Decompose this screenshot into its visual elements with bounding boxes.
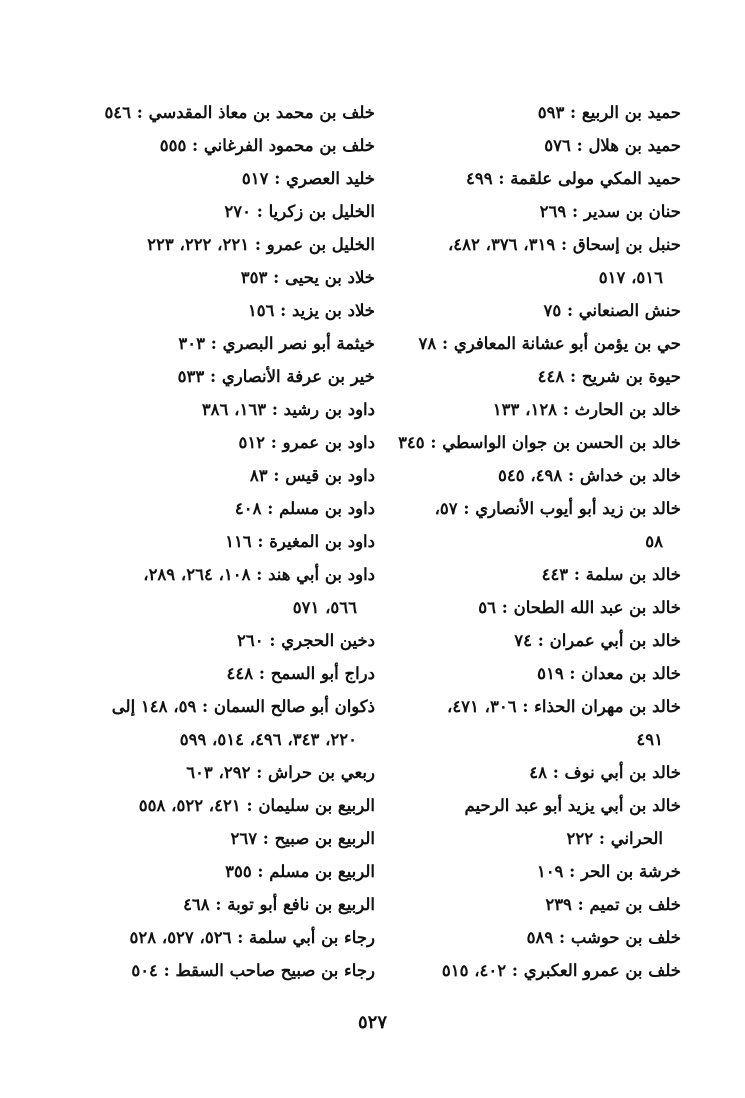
entry-pages: ٥٩٣ [537,103,565,122]
entry-pages: ٥٦ [478,598,496,617]
index-entry [381,492,681,558]
entry-pages: ٤٩٨، ٥٤٥ [497,466,563,485]
entry-continuation: ٢٢٠، ٣٤٣، ٤٩٦، ٥١٤، ٥٩٩ [179,730,357,749]
entry-pages: ٣٠٦، ٤٧١، [446,697,517,716]
entry-name: رجاء بن أبي سلمة [249,928,375,947]
entry-pages: ١٠٩ [536,862,564,881]
index-entry [75,129,375,162]
index-entry [75,393,375,426]
entry-name: خلف بن محمود الفرغاني [203,136,375,155]
entry-separator: : [546,763,565,782]
entry-pages: ٥٣٣ [177,367,205,386]
entry-pages: ١٠٨، ٢٦٤، ٢٨٩، [143,565,251,584]
index-entry [381,756,681,789]
index-entry [381,888,681,921]
entry-name: الخليل بن عمرو [266,235,375,254]
entry-pages: ٥٨٩ [526,928,554,947]
entry-name: داود بن أبي هند [268,565,375,584]
entry-name: حنش الصنعاني [578,301,681,320]
entry-separator: : [555,235,573,254]
entry-pages: ٢٧٠ [224,202,252,221]
index-entry [381,360,681,393]
entry-separator: : [251,862,270,881]
entry-pages: ٤٢١، ٥٢٢، ٥٥٨ [138,796,241,815]
entry-pages: ١٦٣، ٣٨٦ [201,400,267,419]
entry-name: خالد بن الحسن بن جوان الواسطي [442,433,681,452]
index-entry [75,162,375,195]
entry-separator: : [265,433,283,452]
entry-separator: : [274,301,293,320]
entry-pages: ٥٩، ١٤٨ إلى [111,697,197,716]
entry-name: خالد بن زيد أبو أيوب الأنصاري [475,499,681,518]
entry-pages: ٧٨ [418,334,437,353]
entry-separator: : [531,631,550,650]
index-entry [75,657,375,690]
entry-separator: : [424,433,443,452]
entry-separator: : [263,631,282,650]
entry-pages: ٥١٢ [238,433,266,452]
entry-name: حميد المكي مولى علقمة [510,169,681,188]
entry-continuation: ٥٦٦، ٥٧١ [292,598,357,617]
entry-pages: ٣٠٣ [178,334,205,353]
entry-name: ذكوان أبو صالح السمان [213,697,375,716]
entry-separator: : [209,895,228,914]
entry-separator: : [251,202,269,221]
entry-separator: : [257,829,275,848]
entry-name: داود بن عمرو [282,433,375,452]
entry-name: داود بن المغيرة [269,532,375,551]
entry-name: خالد بن سلمة [585,565,681,584]
entry-pages: ٤٤٨ [226,664,254,683]
entry-name: حيوة بن شريح [581,367,681,386]
index-entry [75,360,375,393]
entry-name: رجاء بن صبيح صاحب السقط [175,961,375,980]
index-entry [381,129,681,162]
index-entry [381,393,681,426]
index-entry [75,855,375,888]
page-number: ٥٢٧ [357,1012,387,1033]
entry-separator: : [561,301,579,320]
entry-pages: ١١٦ [225,532,252,551]
entry-name: خرشة بن الحر [581,862,681,881]
entry-name: خليد العصري [286,169,375,188]
entry-continuation: ٥٨ [645,532,663,551]
entry-name: خلاد بن يزيد [292,301,375,320]
index-entry [75,690,375,756]
entry-continuation: ٤٩١ [636,730,663,749]
entry-separator: : [557,400,575,419]
entry-name: الربيع بن سليمان [258,796,375,815]
entry-name: خالد بن أبي نوف [564,763,681,782]
index-entry [75,195,375,228]
index-entry [381,195,681,228]
entry-name: حنان بن سدير [583,202,681,221]
entry-name: داود بن رشيد [283,400,375,419]
entry-name: حي بن يؤمن أبو عشانة المعافري [453,334,681,353]
entry-pages: ٧٤ [514,631,532,650]
entry-separator: : [186,136,204,155]
index-entry [381,657,681,690]
entry-name: خلاد بن يحيى [284,268,375,287]
index-entry [381,162,681,195]
entry-name: خالد بن أبي عمران [549,631,681,650]
entry-pages: ٤٦٨ [183,895,210,914]
entry-separator: : [240,796,259,815]
index-entry [75,228,375,261]
index-entry [75,492,375,525]
entry-separator: : [157,961,176,980]
entry-pages: ٥٧، [434,499,458,518]
entry-name: خالد بن خداش [579,466,681,485]
entry-name: خير بن عرفة الأنصاري [221,367,375,386]
entry-pages: ٣٤٥ [398,433,425,452]
entry-separator: : [563,664,582,683]
index-entry [75,525,375,558]
entry-name: خالد بن الحارث [574,400,681,419]
entry-separator: : [563,862,582,881]
entry-name: الربيع بن صبيح [274,829,375,848]
entry-separator: : [568,565,586,584]
entry-separator: : [251,532,270,551]
entry-pages: ٤٤٣ [541,565,569,584]
entry-pages: ٣٥٥ [225,862,252,881]
entry-pages: ٤٠٨ [234,499,262,518]
entry-name: حميد بن هلال [588,136,681,155]
entry-separator: : [570,136,589,155]
entry-pages: ٥٢٦، ٥٢٧، ٥٢٨ [129,928,232,947]
entry-pages: ١٥٦ [247,301,275,320]
entry-pages: ٤٠٢، ٥١٥ [441,961,507,980]
index-entry [381,459,681,492]
entry-name: خلف بن تميم [589,895,681,914]
entry-separator: : [562,466,580,485]
index-entry [75,624,375,657]
index-entry [75,459,375,492]
index-column-left [75,96,375,987]
index-entry [75,921,375,954]
entry-name: حميد بن الربيع [581,103,681,122]
entry-pages: ٢٦٧ [230,829,258,848]
index-entry [381,327,681,360]
entry-separator: : [436,334,454,353]
entry-separator: : [553,928,571,947]
index-entry [381,855,681,888]
entry-name: داود بن مسلم [279,499,375,518]
index-entry [381,96,681,129]
entry-separator: : [571,895,590,914]
entry-separator: : [131,103,149,122]
entry-name: دخين الحجري [281,631,375,650]
entry-separator: : [231,928,250,947]
entry-name: خلف بن حوشب [570,928,681,947]
entry-separator: : [267,466,286,485]
index-entry [75,558,375,624]
entry-pages: ١٢٨، ١٣٣ [492,400,558,419]
entry-pages: ٤٨ [529,763,547,782]
index-entry [381,921,681,954]
index-column-right [381,96,681,987]
index-entry [75,954,375,987]
entry-separator: : [204,367,222,386]
entry-separator: : [205,334,223,353]
index-entry [381,954,681,987]
index-entry [381,624,681,657]
entry-name: الخليل بن زكريا [268,202,375,221]
entry-separator: : [516,697,535,716]
entry-pages: ٢٩٢، ٦٠٣ [186,763,251,782]
entry-pages: ٣٥٣ [240,268,268,287]
index-entry [75,96,375,129]
index-entry [75,327,375,360]
entry-name: خالد بن أبي يزيد أبو عبد الرحيم [464,796,681,815]
entry-separator: : [250,763,269,782]
index-entry [381,426,681,459]
entry-continuation: الحراني : ٢٢٢ [566,829,663,848]
entry-separator: : [196,697,214,716]
entry-separator: : [564,367,582,386]
entry-name: خالد بن معدان [581,664,681,683]
entry-name: خيثمة أبو نصر البصري [222,334,375,353]
entry-name: الربيع بن نافع أبو توبة [227,895,375,914]
index-entry [381,294,681,327]
index-entry [75,822,375,855]
entry-name: خالد بن مهران الحذاء [534,697,681,716]
entry-pages: ٥٧٦ [544,136,571,155]
index-entry [381,591,681,624]
index-entry [75,261,375,294]
index-entry [75,426,375,459]
entry-separator: : [267,268,285,287]
entry-pages: ٧٥ [543,301,562,320]
index-entry [381,690,681,756]
entry-name: خلف بن عمرو العكبري [523,961,681,980]
entry-separator: : [566,202,584,221]
entry-name: داود بن قيس [285,466,375,485]
entry-pages: ٢٣٩ [545,895,572,914]
entry-separator: : [496,598,514,617]
entry-name: حنبل بن إسحاق [572,235,681,254]
entry-pages: ٢٢١، ٢٢٢، ٢٢٣ [147,235,250,254]
entry-name: خلف بن محمد بن معاذ المقدسي [148,103,375,122]
entry-pages: ٤٤٨ [537,367,565,386]
index-entry [75,756,375,789]
entry-pages: ٢٦٩ [539,202,567,221]
index-entry [75,888,375,921]
entry-pages: ٥٥٥ [159,136,187,155]
entry-separator: : [492,169,511,188]
entry-continuation: ٥١٦، ٥١٧ [598,268,663,287]
entry-pages: ٤٩٩ [466,169,493,188]
entry-separator: : [266,400,284,419]
entry-pages: ٣١٩، ٣٧٦، ٤٨٢، [447,235,556,254]
index-entry [381,228,681,294]
index-entry [381,558,681,591]
entry-pages: ٢٦٠ [237,631,264,650]
entry-pages: ٨٣ [249,466,268,485]
entry-separator: : [261,499,280,518]
entry-separator: : [457,499,476,518]
index-entry [75,294,375,327]
entry-separator: : [253,664,271,683]
entry-name: خالد بن عبد الله الطحان [513,598,681,617]
entry-name: الربيع بن مسلم [269,862,375,881]
entry-pages: ٥١٩ [537,664,564,683]
entry-separator: : [249,235,267,254]
entry-separator: : [564,103,582,122]
entry-pages: ٥٠٤ [131,961,158,980]
entry-name: دراج أبو السمح [270,664,375,683]
entry-separator: : [268,169,287,188]
entry-separator: : [250,565,269,584]
entry-separator: : [506,961,524,980]
index-entry [75,789,375,822]
index-entry [381,789,681,855]
entry-name: ربعي بن حراش [268,763,375,782]
entry-pages: ٥١٧ [241,169,269,188]
entry-pages: ٥٤٦ [104,103,132,122]
